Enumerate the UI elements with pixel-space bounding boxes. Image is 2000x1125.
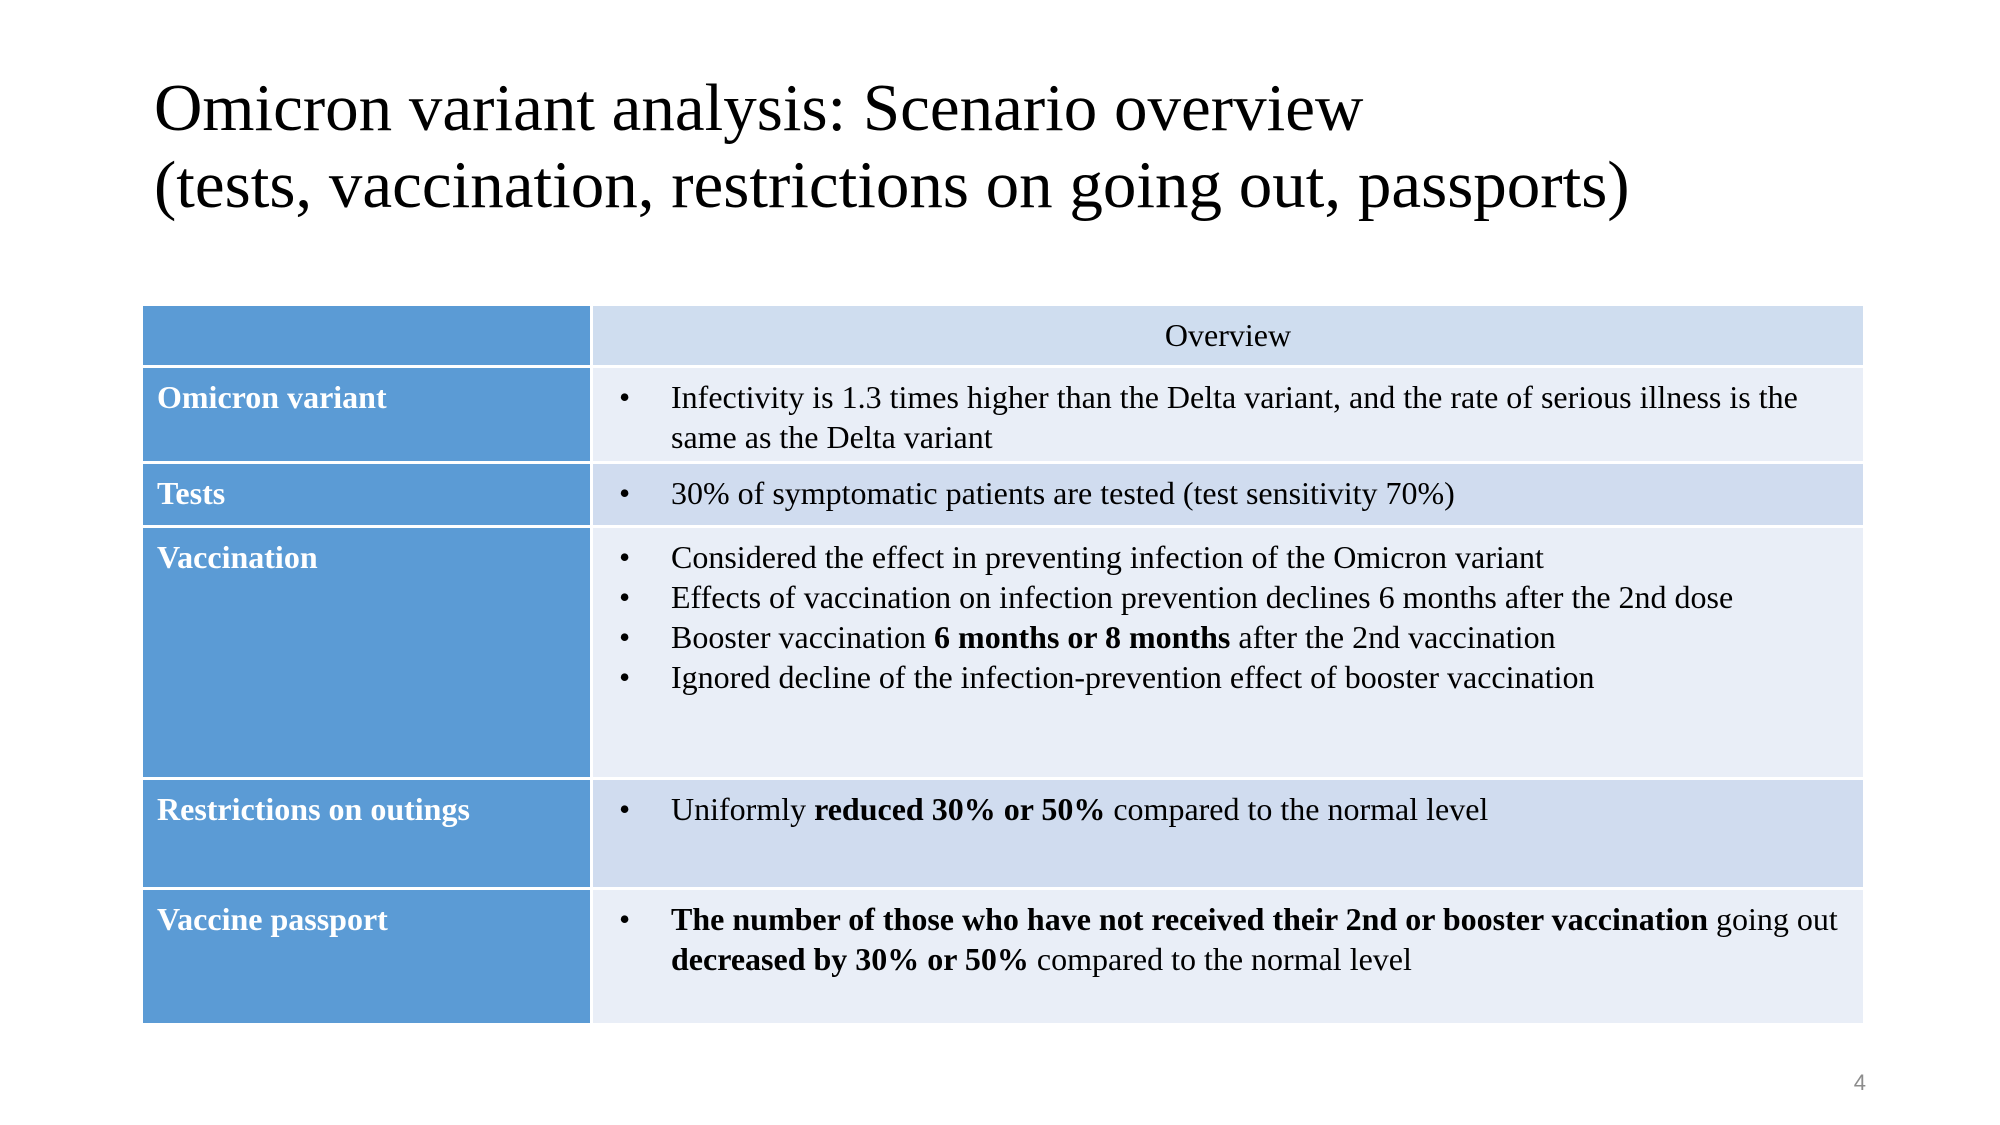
bullet-text: after the 2nd vaccination [1230,619,1556,655]
bullet-item: • 30% of symptomatic patients are tested (test sensitivity 70%) [607,473,1849,513]
table-header-row [142,305,1865,367]
bullet-bold-text: decreased by 30% or 50% [671,941,1029,977]
page-number: 4 [1853,1070,1866,1095]
row-content [592,367,1865,463]
table-row-tests [142,463,1865,527]
bullet-text: compared to the normal level [1028,941,1412,977]
bullet-text: Uniformly [671,791,815,827]
row-label: Restrictions on outings [142,779,592,889]
header-empty-cell [142,305,592,367]
bullet-list [607,899,1849,979]
table-row-restrictions-on-outings [142,779,1865,889]
slide-title-line-1: Omicron variant analysis: Scenario overview [154,71,1364,145]
scenario-table [140,303,1866,1026]
bullet-bold-text: reduced 30% or 50% [814,791,1106,827]
row-label: Vaccine passport [142,889,592,1025]
bullet-list [607,377,1849,457]
row-content [592,779,1865,889]
bullet-item [607,617,1849,657]
row-content [592,527,1865,779]
bullet-item [607,789,1849,829]
header-overview-cell: Overview [592,305,1865,367]
bullet-bold-text: 6 months or 8 months [934,619,1231,655]
bullet-text: Booster vaccination [671,619,935,655]
bullet-text: compared to the normal level [1105,791,1489,827]
bullet-item: • Effects of vaccination on infection prevention declines 6 months after the 2nd dose [607,577,1849,617]
slide-title-line-2: (tests, vaccination, restrictions on going out, passports) [154,148,1630,222]
bullet-text: going out [1708,901,1838,937]
row-content [592,463,1865,527]
table-row-vaccination [142,527,1865,779]
bullet-item: • Ignored decline of the infection-prevention effect of booster vaccination [607,657,1849,697]
bullet-list [607,537,1849,697]
row-content [592,889,1865,1025]
row-label: Omicron variant [142,367,592,463]
bullet-list [607,789,1849,829]
bullet-item: • Considered the effect in preventing infection of the Omicron variant [607,537,1849,577]
row-label: Vaccination [142,527,592,779]
table-row-omicron-variant [142,367,1865,463]
slide-title [154,70,1914,224]
bullet-item [607,899,1849,979]
bullet-item: • Infectivity is 1.3 times higher than the Delta variant, and the rate of serious illness is the same as the Delta variant [607,377,1849,457]
table-row-vaccine-passport [142,889,1865,1025]
bullet-list [607,473,1849,513]
bullet-bold-text: The number of those who have not received their 2nd or booster vaccination [671,901,1709,937]
row-label: Tests [142,463,592,527]
